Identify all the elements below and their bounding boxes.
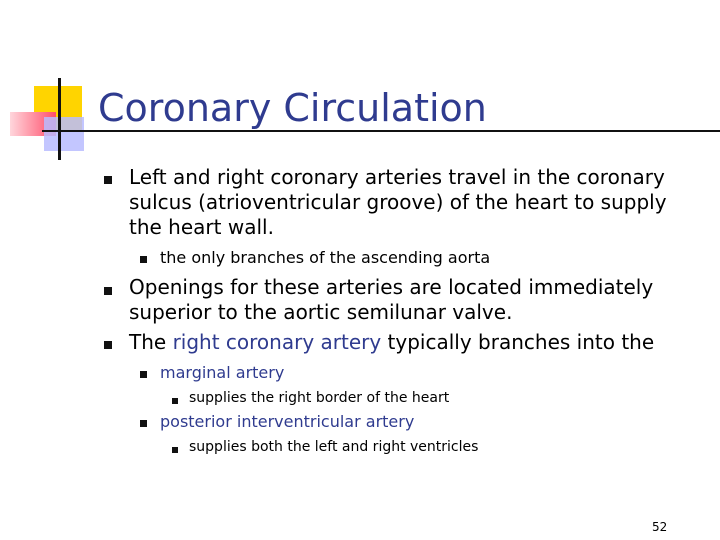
slide-title: Coronary Circulation	[98, 86, 487, 130]
bullet-text	[129, 330, 654, 355]
bullet-text: the heart wall.	[129, 215, 274, 239]
sub-sub-bullet-marker	[172, 398, 178, 404]
sub-bullet-text: the only branches of the ascending aorta	[160, 248, 491, 267]
bullet-text: sulcus (atrioventricular groove) of the heart to supply	[129, 190, 667, 214]
decorative-blue-square	[44, 117, 84, 151]
highlight-right-coronary-artery: right coronary artery	[172, 330, 382, 354]
sub-sub-bullet-text: supplies the right border of the heart	[189, 390, 450, 406]
bullet-text: Openings for these arteries are located immediately	[129, 275, 654, 299]
sub-bullet-marker	[140, 256, 147, 263]
bullet-text-suffix: typically branches into the	[381, 330, 655, 354]
sub-bullet-marginal-artery: marginal artery	[160, 363, 285, 382]
bullet-text: Left and right coronary arteries travel in the coronary	[129, 165, 665, 189]
decorative-vertical-line	[58, 78, 61, 160]
sub-sub-bullet-marker	[172, 447, 178, 453]
bullet-marker	[104, 176, 112, 184]
sub-sub-bullet-text: supplies both the left and right ventricles	[189, 439, 479, 455]
sub-bullet-marker	[140, 420, 147, 427]
bullet-marker	[104, 341, 112, 349]
sub-bullet-posterior-interventricular-artery: posterior interventricular artery	[160, 412, 415, 431]
sub-bullet-marker	[140, 371, 147, 378]
bullet-text-prefix: The	[129, 330, 173, 354]
page-number: 52	[652, 520, 668, 534]
bullet-text: superior to the aortic semilunar valve.	[129, 300, 513, 324]
bullet-marker	[104, 287, 112, 295]
